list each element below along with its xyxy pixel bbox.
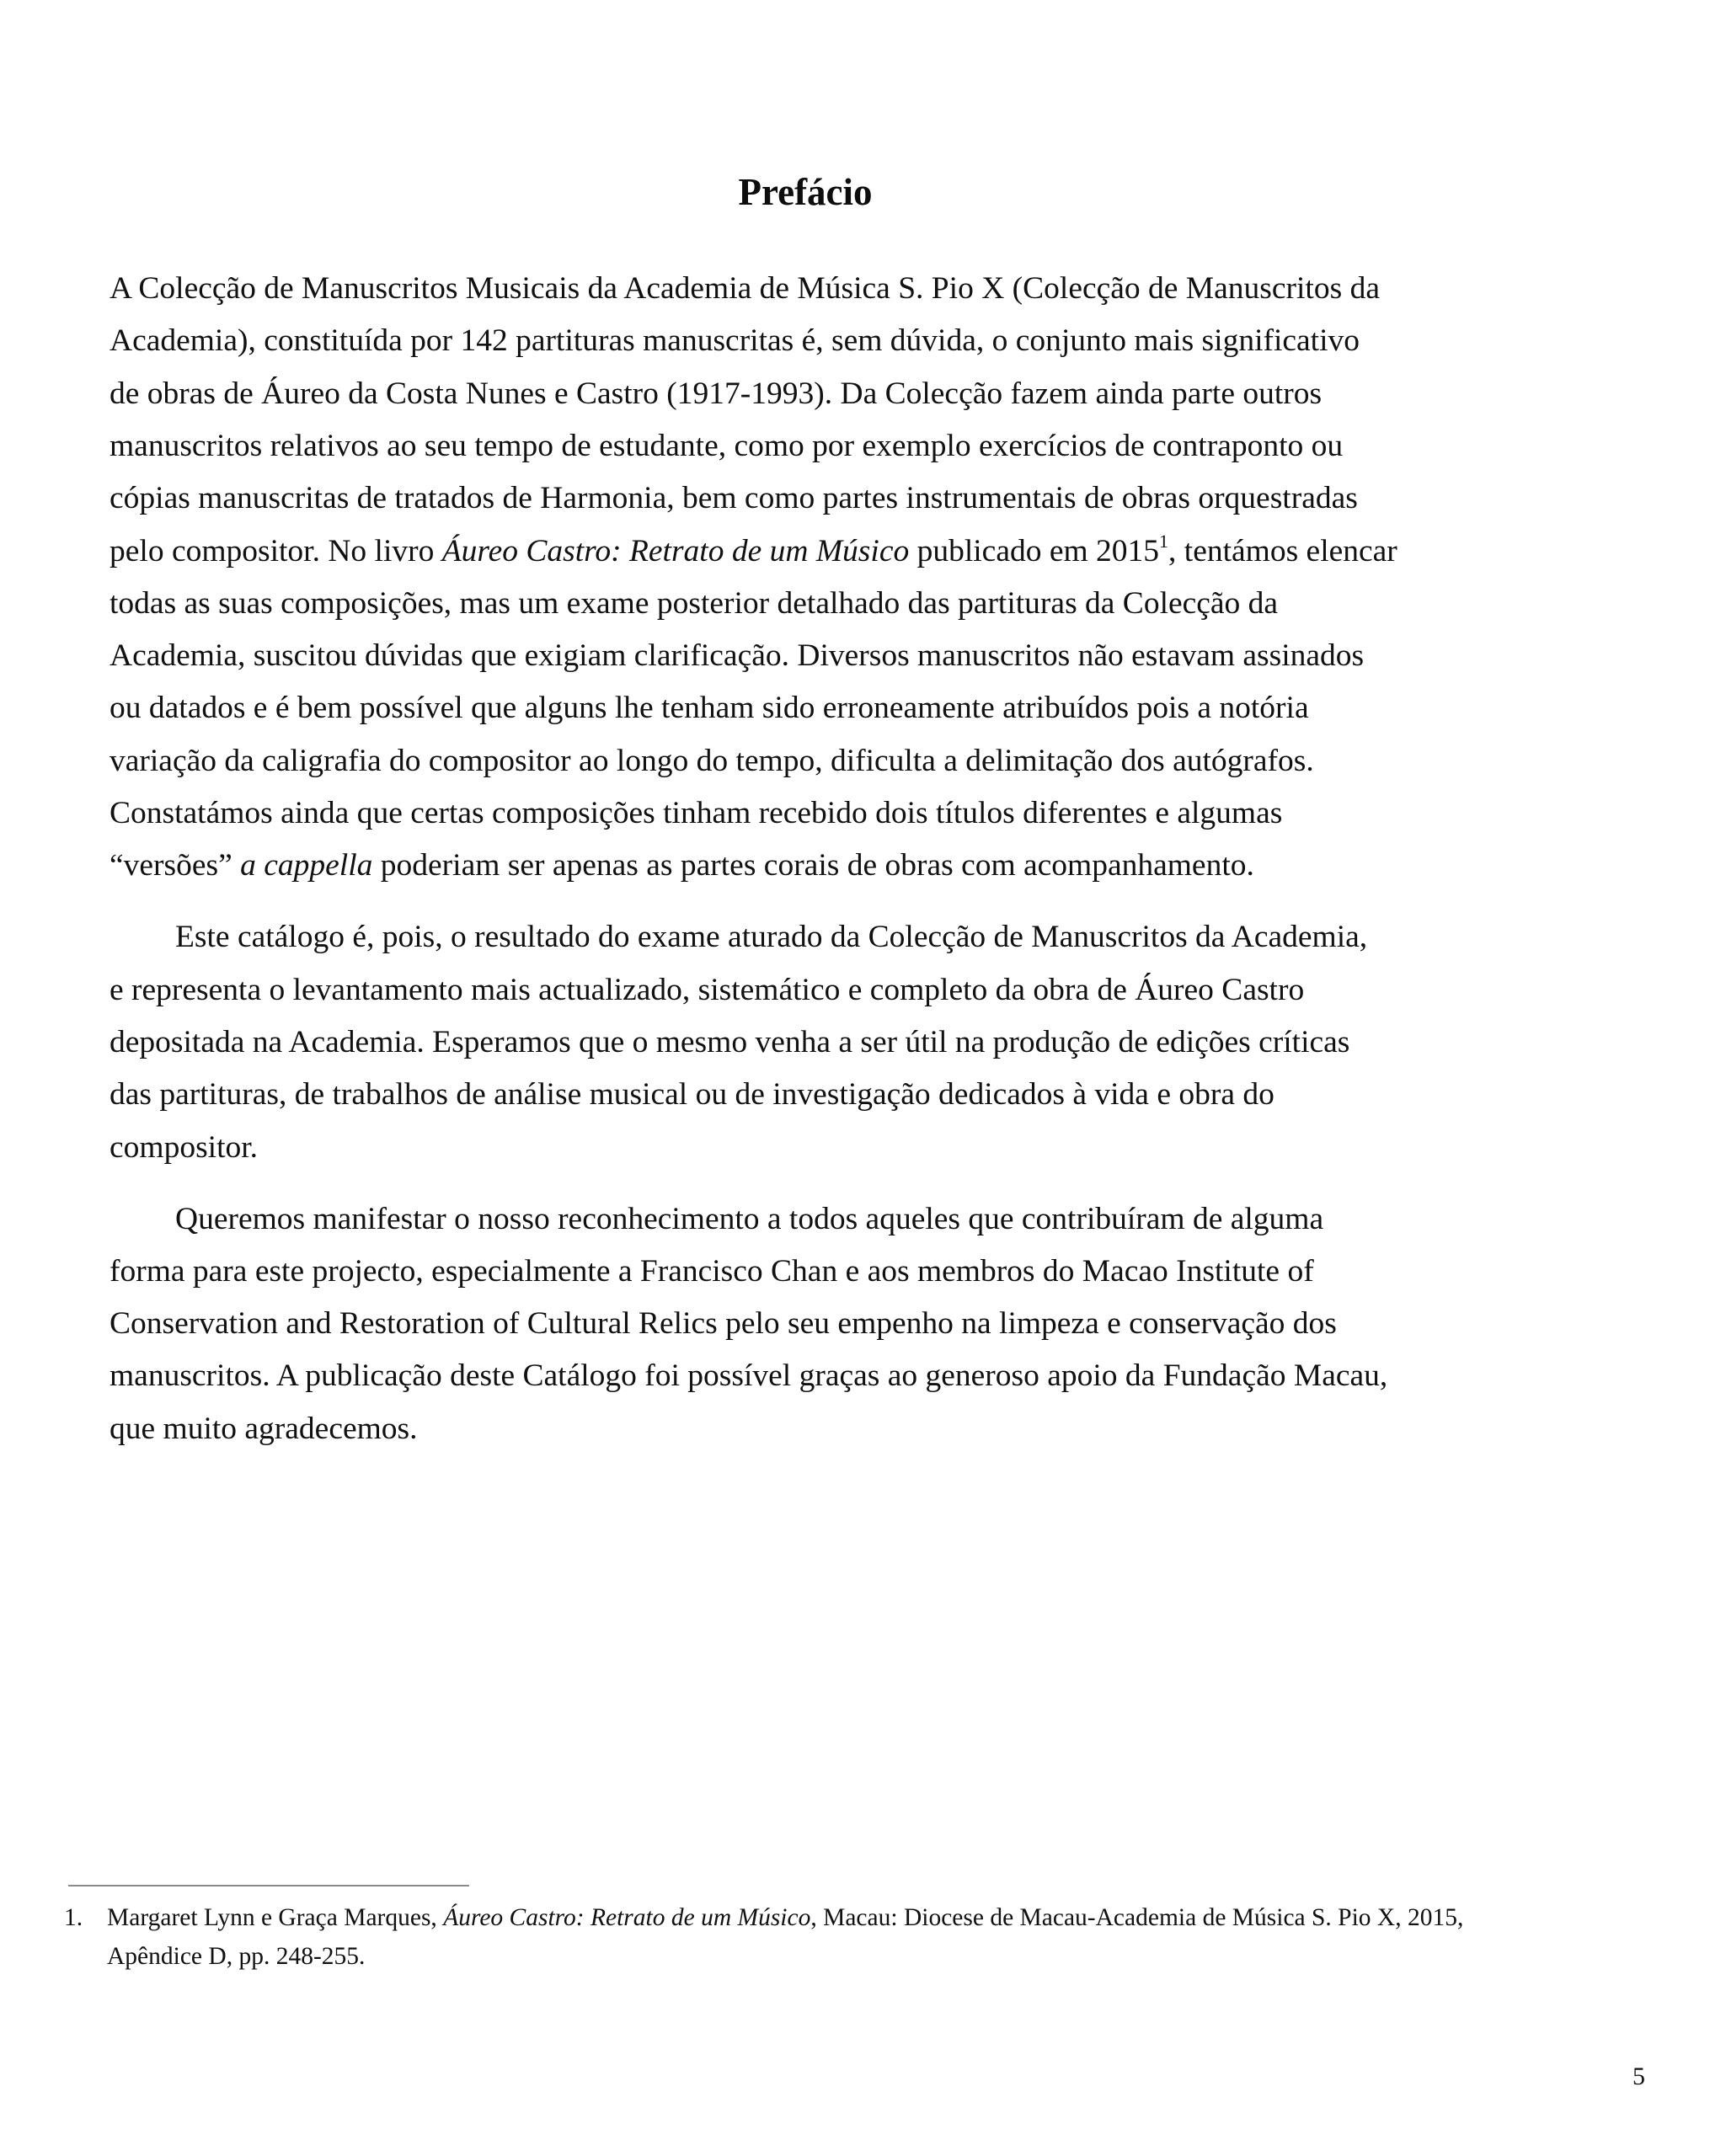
footnote-text-span: , Macau: Diocese de Macau-Academia de Música S. Pio X, 2015, (810, 1904, 1464, 1931)
text-span: todas as suas composições, mas um exame posterior detalhado das partituras da Colecção da (110, 585, 1279, 621)
text-span: forma para este projecto, especialmente a Francisco Chan e aos membros do Macao Institute of (110, 1253, 1314, 1289)
text-line (110, 911, 1501, 963)
text-span: Academia, suscitou dúvidas que exigiam clarificação. Diversos manuscritos não estavam assinados (110, 638, 1365, 674)
footnote-text (107, 1937, 365, 1976)
text-span: que muito agradecemos. (110, 1411, 418, 1446)
text-line (110, 840, 1501, 892)
text-span: manuscritos. A publicação deste Catálogo foi possível graças ao generoso apoio da Fundação Macau, (110, 1358, 1388, 1394)
text-span: variação da caligrafia do compositor ao longo do tempo, dificulta a delimitação dos autógrafos. (110, 743, 1314, 778)
text-span: cópias manuscritas de tratados de Harmonia, bem como partes instrumentais de obras orquestradas (110, 481, 1358, 516)
text-line (110, 630, 1501, 682)
text-span: Academia), constituída por 142 partituras manuscritas é, sem dúvida, o conjunto mais significativo (110, 323, 1360, 359)
italic-text: Áureo Castro: Retrato de um Músico (441, 533, 910, 568)
text-span: Queremos manifestar o nosso reconhecimento a todos aqueles que contribuíram de alguma (175, 1201, 1324, 1236)
text-line (110, 735, 1501, 787)
text-line (110, 1298, 1501, 1350)
text-span: Este catálogo é, pois, o resultado do exame aturado da Colecção de Manuscritos da Academia, (175, 920, 1368, 955)
footnote-text (107, 1898, 1463, 1937)
text-line (110, 787, 1501, 840)
footnote-italic-title: Áureo Castro: Retrato de um Músico (443, 1904, 811, 1931)
text-span: depositada na Academia. Esperamos que o mesmo venha a ser útil na produção de edições críticas (110, 1024, 1350, 1059)
text-line (110, 1122, 1501, 1174)
text-line (110, 1069, 1501, 1121)
text-line (110, 578, 1501, 630)
text-line (110, 682, 1501, 734)
text-span: A Colecção de Manuscritos Musicais da Academia de Música S. Pio X (Colecção de Manuscritos da (110, 271, 1380, 306)
italic-text: a cappella (240, 848, 373, 883)
text-span: das partituras, de trabalhos de análise musical ou de investigação dedicados à vida e obra do (110, 1077, 1274, 1113)
text-line (110, 1193, 1501, 1246)
text-span: Conservation and Restoration of Cultural Relics pelo seu empenho na limpeza e conservação dos (110, 1306, 1337, 1342)
page-number: 5 (1632, 2063, 1645, 2090)
text-line (110, 472, 1501, 525)
text-line (110, 368, 1501, 420)
text-line (110, 420, 1501, 472)
text-line (110, 1350, 1501, 1402)
text-span: de obras de Áureo da Costa Nunes e Castro (1917-1993). Da Colecção fazem ainda parte outros (110, 376, 1323, 411)
footnote-number: 1. (64, 1904, 83, 1931)
text-line (110, 1403, 1501, 1455)
text-span: publicado em 2015 (909, 533, 1160, 568)
text-line (110, 526, 1501, 578)
text-span: ou datados e é bem possível que alguns lhe tenham sido erroneamente atribuídos pois a notória (110, 691, 1309, 726)
text-line (110, 1246, 1501, 1298)
text-span: “versões” (110, 848, 241, 883)
footnote-text-span: Apêndice D, pp. 248-255. (107, 1943, 366, 1970)
text-line (110, 964, 1501, 1017)
text-span: poderiam ser apenas as partes corais de obras com acompanhamento. (372, 848, 1254, 883)
text-span: e representa o levantamento mais actualizado, sistemático e completo da obra de Áureo Castro (110, 972, 1305, 1007)
text-span: , tentámos elencar (1168, 533, 1397, 568)
text-span: pelo compositor. No livro (110, 533, 442, 568)
text-span: manuscritos relativos ao seu tempo de estudante, como por exemplo exercícios de contraponto ou (110, 428, 1344, 463)
text-line (110, 315, 1501, 367)
text-span: compositor. (110, 1129, 259, 1165)
text-line (110, 263, 1501, 315)
footnote-text-span: Margaret Lynn e Graça Marques, (107, 1904, 444, 1931)
footnote-separator (68, 1885, 469, 1886)
text-line (110, 1017, 1501, 1069)
page-title: Prefácio (738, 171, 873, 214)
text-span: Constatámos ainda que certas composições tinham recebido dois títulos diferentes e algumas (110, 796, 1283, 830)
footnote-reference[interactable]: 1 (1159, 530, 1169, 552)
